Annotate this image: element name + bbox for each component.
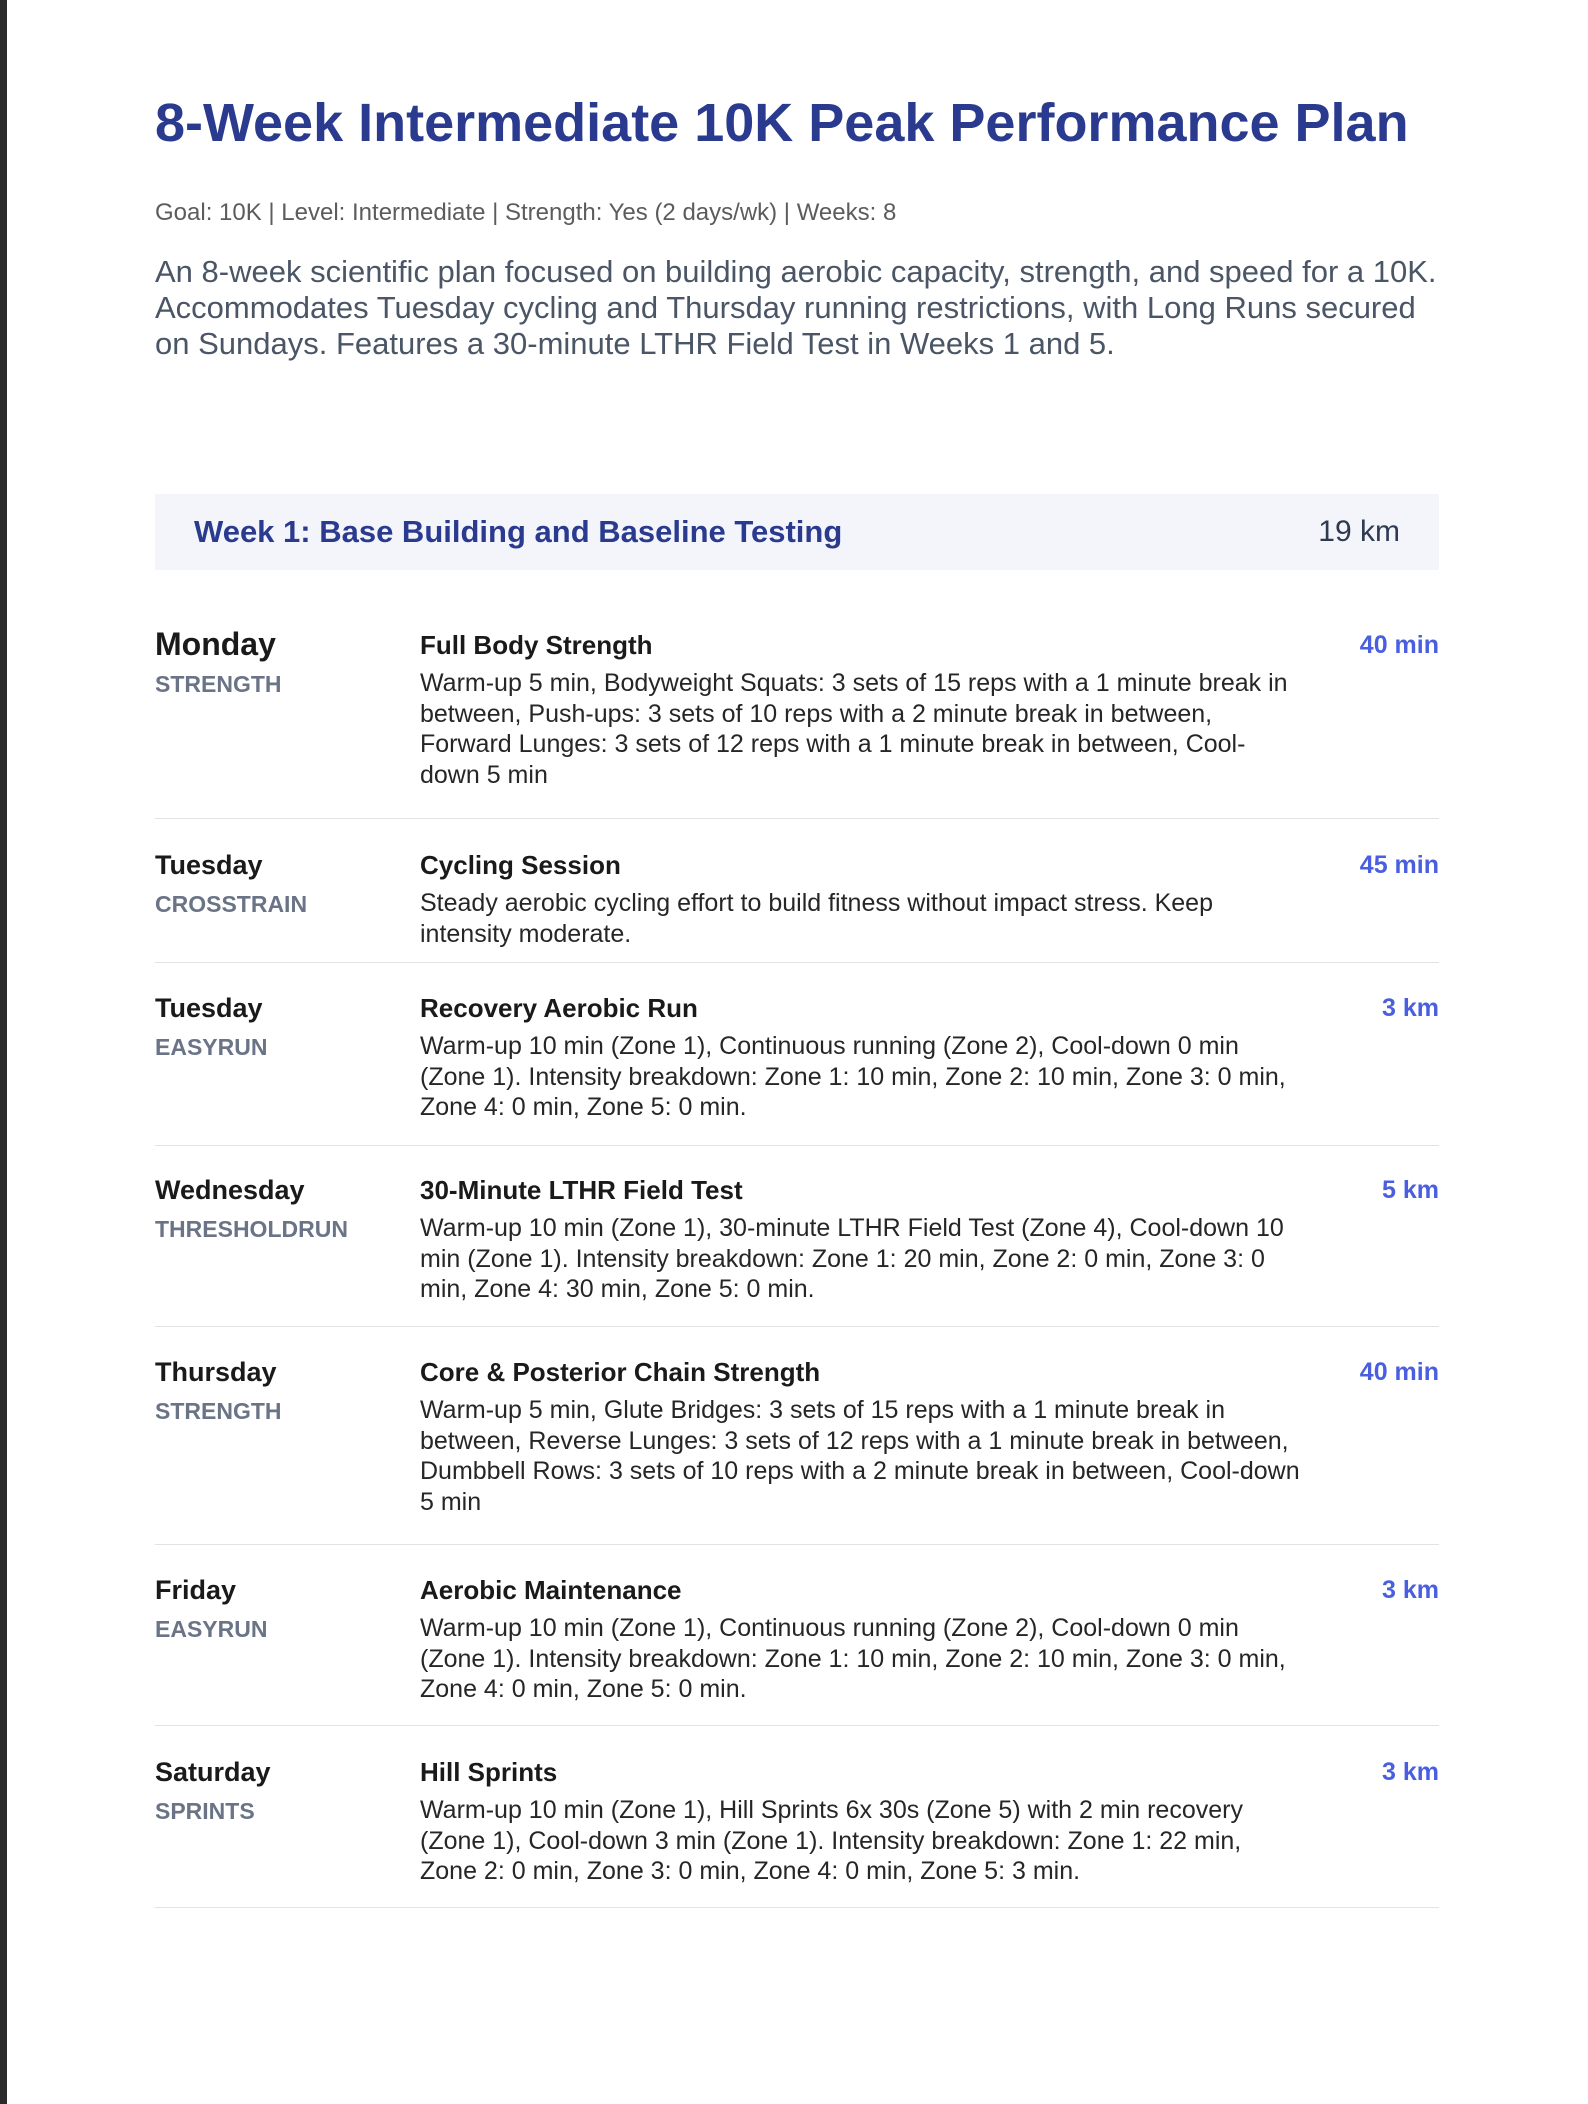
session-row [155,1357,1439,1545]
session-duration: 3 km [1382,1758,1439,1786]
session-duration: 3 km [1382,1576,1439,1604]
session-type: STRENGTH [155,671,282,697]
session-details: Warm-up 5 min, Glute Bridges: 3 sets of 15 reps with a 1 minute break in between, Reverse Lunges: 3 sets of 12 reps with a 1 minute break in between, Dumbbell Rows: 3 sets of 10 reps with a 2 minute break in between, Cool-down 5 min [420,1396,1300,1516]
session-duration: 40 min [1359,631,1439,659]
session-name: Core & Posterior Chain Strength [420,1357,821,1387]
session-day: Tuesday [155,850,263,880]
session-details: Steady aerobic cycling effort to build fitness without impact stress. Keep intensity moderate. [420,889,1213,948]
session-day: Wednesday [155,1175,305,1205]
session-duration: 3 km [1382,994,1439,1022]
session-row [155,993,1439,1146]
session-details: Warm-up 10 min (Zone 1), 30-minute LTHR Field Test (Zone 4), Cool-down 10 min (Zone 1). Intensity breakdown: Zone 1: 20 min, Zone 2: 0 min, Zone 3: 0 min, Zone 4: 30 min, Zone 5: 0 min. [420,1214,1284,1303]
session-type: EASYRUN [155,1034,268,1060]
session-name: Cycling Session [420,850,621,880]
session-row [155,1575,1439,1726]
session-duration: 40 min [1359,1358,1439,1386]
session-name: 30-Minute LTHR Field Test [420,1175,743,1205]
session-type: CROSSTRAIN [155,891,308,917]
session-details: Warm-up 10 min (Zone 1), Continuous running (Zone 2), Cool-down 0 min (Zone 1). Intensity breakdown: Zone 1: 10 min, Zone 2: 10 min, Zone 3: 0 min, Zone 4: 0 min, Zone 5: 0 min. [420,1614,1286,1703]
session-name: Recovery Aerobic Run [420,993,698,1023]
session-name: Hill Sprints [420,1757,558,1787]
session-row [155,850,1439,963]
session-type: SPRINTS [155,1798,255,1824]
session-name: Full Body Strength [420,630,653,660]
session-day: Saturday [155,1757,271,1787]
week-title: Week 1: Base Building and Baseline Testing [194,514,843,549]
session-details: Warm-up 10 min (Zone 1), Continuous running (Zone 2), Cool-down 0 min (Zone 1). Intensity breakdown: Zone 1: 10 min, Zone 2: 10 min, Zone 3: 0 min, Zone 4: 0 min, Zone 5: 0 min. [420,1032,1286,1121]
session-row [155,1757,1439,1908]
week-distance: 19 km [1318,515,1400,548]
session-day: Tuesday [155,993,263,1023]
session-day: Friday [155,1575,237,1605]
session-type: THRESHOLDRUN [155,1216,348,1242]
plan-title: 8-Week Intermediate 10K Peak Performance Plan [155,93,1409,153]
session-day: Monday [155,626,276,662]
week-header [155,494,1439,570]
page-left-border [0,0,7,2104]
session-details: Warm-up 10 min (Zone 1), Hill Sprints 6x 30s (Zone 5) with 2 min recovery (Zone 1), Cool-down 3 min (Zone 1). Intensity breakdown: Zone 1: 22 min, Zone 2: 0 min, Zone 3: 0 min, Zone 4: 0 min, Zone 5: 3 min. [420,1796,1243,1885]
session-name: Aerobic Maintenance [420,1575,682,1605]
session-duration: 45 min [1359,851,1439,879]
session-row [155,1175,1439,1327]
plan-meta: Goal: 10K | Level: Intermediate | Strength: Yes (2 days/wk) | Weeks: 8 [155,199,897,226]
session-type: STRENGTH [155,1398,282,1424]
plan-description: An 8-week scientific plan focused on building aerobic capacity, strength, and speed for a 10K. Accommodates Tuesday cycling and Thursday running restrictions, with Long Runs secured on Sundays. Features a 30-minute LTHR Field Test in Weeks 1 and 5. [155,254,1437,361]
session-details: Warm-up 5 min, Bodyweight Squats: 3 sets of 15 reps with a 1 minute break in between, Push-ups: 3 sets of 10 reps with a 2 minute break in between, Forward Lunges: 3 sets of 12 reps with a 1 minute break in between, Cool-down 5 min [420,669,1288,789]
session-row [155,626,1439,819]
session-day: Thursday [155,1357,277,1387]
session-duration: 5 km [1382,1176,1439,1204]
session-type: EASYRUN [155,1616,268,1642]
